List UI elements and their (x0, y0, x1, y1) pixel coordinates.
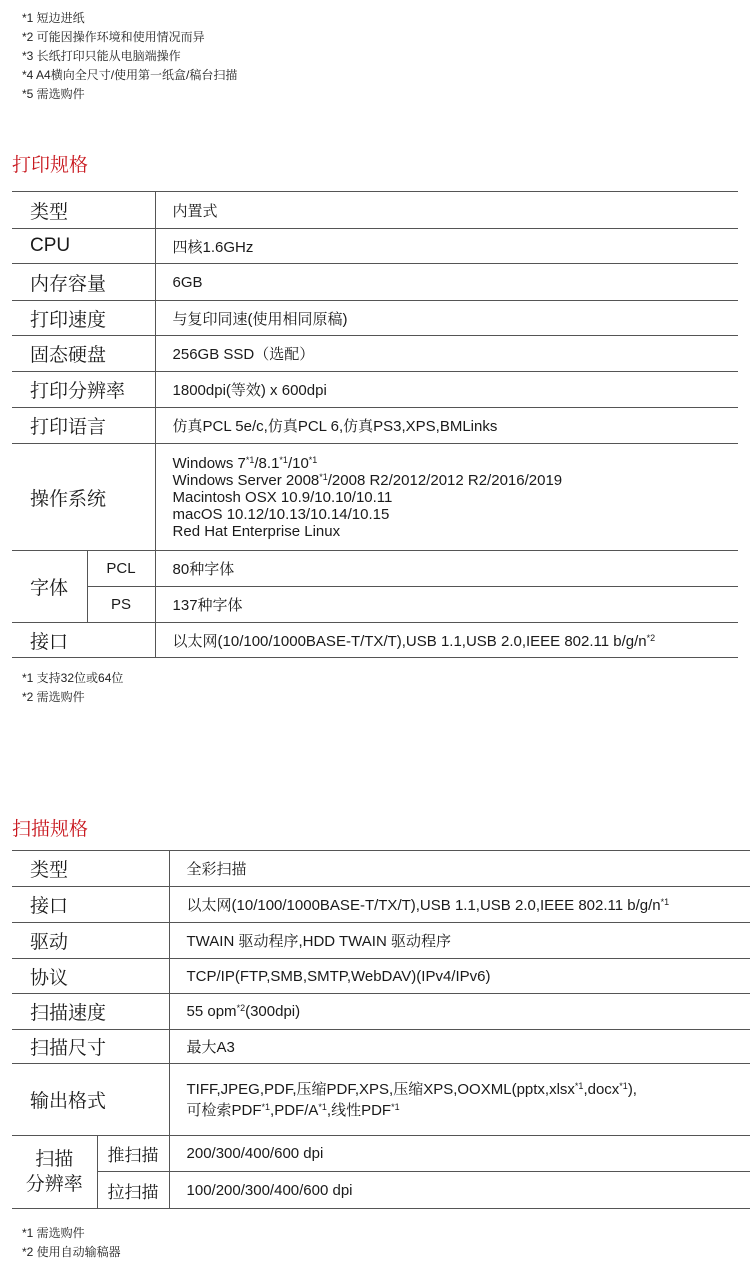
table-row (12, 923, 750, 959)
row-label: 协议 (12, 959, 169, 994)
print-spec-title: 打印规格 (12, 155, 89, 176)
table-row (12, 408, 738, 444)
row-value: 全彩扫描 (169, 851, 750, 887)
row-label: 输出格式 (12, 1064, 169, 1136)
table-row (12, 994, 750, 1030)
row-label: 类型 (12, 192, 155, 229)
row-value: 以太网(10/100/1000BASE-T/TX/T),USB 1.1,USB 2.0,IEEE 802.11 $b/g/n^{*1}$ (169, 887, 750, 923)
row-value: 6GB (155, 264, 738, 301)
footnote: *4 A4横向全尺寸/使用第一纸盒/稿台扫描 (22, 68, 238, 82)
row-label: 扫描尺寸 (12, 1030, 169, 1064)
sub-label: 拉扫描 (97, 1172, 169, 1209)
sub-label: PCL (87, 551, 155, 587)
row-label: 字体 (12, 551, 87, 623)
footnote: *1 需选购件 (22, 1226, 85, 1240)
table-row (12, 1030, 750, 1064)
table-row (12, 192, 738, 229)
row-value: 80种字体 (155, 551, 738, 587)
sub-label: PS (87, 587, 155, 623)
row-value: 137种字体 (155, 587, 738, 623)
scan-spec-title: 扫描规格 (12, 819, 89, 840)
row-value: 四核1.6GHz (155, 229, 738, 264)
row-value: 内置式 (155, 192, 738, 229)
row-value: 最大A3 (169, 1030, 750, 1064)
row-label: 接口 (12, 623, 155, 658)
table-row (12, 587, 738, 623)
table-row (12, 623, 738, 658)
table-row (12, 959, 750, 994)
row-value: TCP/IP(FTP,SMB,SMTP,WebDAV)(IPv4/IPv6) (169, 959, 750, 994)
table-row (12, 551, 738, 587)
sub-label: 推扫描 (97, 1136, 169, 1172)
print-spec-table (12, 191, 738, 658)
row-label: 内存容量 (12, 264, 155, 301)
table-row (12, 1136, 750, 1172)
row-label: 扫描速度 (12, 994, 169, 1030)
row-value: 仿真PCL 5e/c,仿真PCL 6,仿真PS3,XPS,BMLinks (155, 408, 738, 444)
table-row (12, 851, 750, 887)
row-label: 操作系统 (12, 444, 155, 551)
footnote: *1 支持32位或64位 (22, 671, 124, 685)
row-label: 打印语言 (12, 408, 155, 444)
row-label: 打印速度 (12, 301, 155, 336)
row-value: 与复印同速(使用相同原稿) (155, 301, 738, 336)
row-value: 以太网(10/100/1000BASE-T/TX/T),USB 1.1,USB 2.0,IEEE 802.11 $b/g/n^{*2}$ (155, 623, 738, 658)
row-label: CPU (12, 229, 155, 264)
table-row (12, 887, 750, 923)
row-value: 55 opm$^{*2}$(300dpi) (169, 994, 750, 1030)
footnote: *1 短边进纸 (22, 11, 85, 25)
row-value-os: Windows 7$^{*1}$/8.1$^{*1}$/10$^{*1}$ Windows Server 2008$^{*1}$/2008 R2/2012/2012 R2/2016/2019 Macintosh OSX 10.9/10.10/10.11 macOS 10.12/10.13/10.14/10.15 Red Hat Enterprise Linux (155, 444, 738, 551)
table-row (12, 336, 738, 372)
row-label-resolution: 扫描 分辨率 (12, 1136, 97, 1209)
top-footnotes (22, 9, 237, 104)
print-footnotes (22, 669, 123, 707)
row-label: 打印分辨率 (12, 372, 155, 408)
row-label: 接口 (12, 887, 169, 923)
table-row (12, 1172, 750, 1209)
scan-spec-table (12, 850, 750, 1209)
table-row (12, 1064, 750, 1136)
table-row (12, 229, 738, 264)
table-row (12, 372, 738, 408)
row-value: TWAIN 驱动程序,HDD TWAIN 驱动程序 (169, 923, 750, 959)
row-value: 100/200/300/400/600 dpi (169, 1172, 750, 1209)
scan-footnotes (22, 1224, 121, 1262)
row-value: 256GB SSD（选配） (155, 336, 738, 372)
footnote: *2 使用自动输稿器 (22, 1245, 121, 1259)
row-label: 类型 (12, 851, 169, 887)
table-row (12, 264, 738, 301)
row-label: 固态硬盘 (12, 336, 155, 372)
footnote: *2 需选购件 (22, 690, 85, 704)
table-row (12, 444, 738, 551)
row-label: 驱动 (12, 923, 169, 959)
footnote: *5 需选购件 (22, 87, 85, 101)
row-value-format: TIFF,JPEG,PDF,压缩PDF,XPS,压缩XPS,OOXML(pptx,xlsx$^{*1}$,docx$^{*1}$), 可检索$PDF^{*1},PDF/A^{*1}$,线性PDF$^{*1}$ (169, 1064, 750, 1136)
row-value: 1800dpi(等效) x 600dpi (155, 372, 738, 408)
table-row (12, 301, 738, 336)
footnote: *3 长纸打印只能从电脑端操作 (22, 49, 181, 63)
row-value: 200/300/400/600 dpi (169, 1136, 750, 1172)
footnote: *2 可能因操作环境和使用情况而异 (22, 30, 205, 44)
